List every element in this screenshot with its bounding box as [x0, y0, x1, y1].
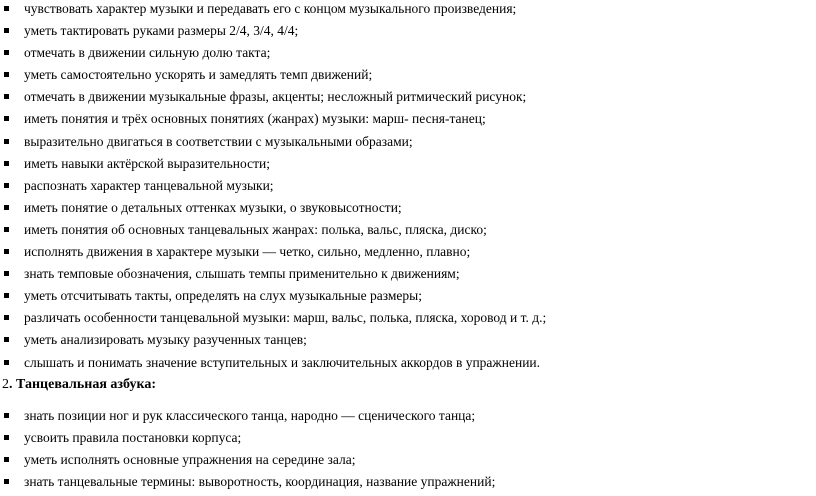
list-item	[0, 175, 816, 197]
square-bullet-icon	[4, 72, 9, 77]
square-bullet-icon	[4, 293, 9, 298]
list-item	[0, 0, 816, 20]
list-item	[0, 329, 816, 351]
list-item-text: уметь отсчитывать такты, определять на слух музыкальные размеры;	[24, 288, 422, 304]
list-item-text: отмечать в движении сильную долю такта;	[24, 45, 271, 61]
square-bullet-icon	[4, 249, 9, 254]
square-bullet-icon	[4, 116, 9, 121]
square-bullet-icon	[4, 227, 9, 232]
section-heading	[2, 374, 156, 396]
list-item	[0, 285, 816, 307]
list-item-text: различать особенности танцевальной музыки: марш, вальс, полька, пляска, хоровод и т. д.;	[24, 310, 547, 326]
square-bullet-icon	[4, 205, 9, 210]
square-bullet-icon	[4, 50, 9, 55]
section-number: 2	[2, 377, 9, 392]
list-item	[0, 20, 816, 42]
list-item-text: иметь понятия об основных танцевальных жанрах: полька, вальс, пляска, диско;	[24, 221, 487, 237]
list-item	[0, 108, 816, 130]
square-bullet-icon	[4, 315, 9, 320]
square-bullet-icon	[4, 360, 9, 365]
list-item-text: уметь исполнять основные упражнения на середине зала;	[24, 452, 356, 468]
list-item	[0, 241, 816, 263]
square-bullet-icon	[4, 271, 9, 276]
list-item-text: усвоить правила постановки корпуса;	[24, 430, 242, 446]
list-item-text: чувствовать характер музыки и передавать его с концом музыкального произведения;	[24, 1, 517, 16]
list-item-text: знать темповые обозначения, слышать темпы применительно к движениям;	[24, 266, 460, 282]
list-item	[0, 153, 816, 175]
square-bullet-icon	[4, 479, 9, 484]
square-bullet-icon	[4, 139, 9, 144]
square-bullet-icon	[4, 413, 9, 418]
square-bullet-icon	[4, 94, 9, 99]
square-bullet-icon	[4, 435, 9, 440]
list-item-text: знать позиции ног и рук классического танца, народно — сценического танца;	[24, 408, 476, 423]
list-item-text: отмечать в движении музыкальные фразы, акценты; несложный ритмический рисунок;	[24, 89, 527, 105]
list-item	[0, 427, 816, 449]
list-item-text: уметь анализировать музыку разученных танцев;	[24, 332, 307, 348]
list-item	[0, 64, 816, 86]
list-item-text: иметь понятие о детальных оттенках музыки, о звуковысотности;	[24, 199, 402, 215]
list-item-text: исполнять движения в характере музыки — четко, сильно, медленно, плавно;	[24, 244, 471, 260]
list-item-text: уметь тактировать руками размеры 2/4, 3/4, 4/4;	[24, 23, 299, 39]
list-item	[0, 263, 816, 285]
list-item-text: распознать характер танцевальной музыки;	[24, 177, 274, 193]
list-item-text: иметь понятия и трёх основных понятиях (жанрах) музыки: марш- песня-танец;	[24, 111, 486, 127]
list-item-text: иметь навыки актёрской выразительности;	[24, 155, 270, 171]
list-item	[0, 197, 816, 219]
list-item	[0, 219, 816, 241]
square-bullet-icon	[4, 457, 9, 462]
square-bullet-icon	[4, 161, 9, 166]
square-bullet-icon	[4, 28, 9, 33]
list-item-text: выразительно двигаться в соответствии с музыкальными образами;	[24, 133, 413, 149]
list-item	[0, 86, 816, 108]
list-item-text: уметь самостоятельно ускорять и замедлять темп движений;	[24, 67, 373, 83]
section-title: . Танцевальная азбука:	[9, 377, 157, 392]
list-item	[0, 471, 816, 493]
list-item	[0, 131, 816, 153]
square-bullet-icon	[4, 337, 9, 342]
list-item-text: слышать и понимать значение вступительных и заключительных аккордов в упражнении.	[24, 354, 541, 370]
list-item	[0, 42, 816, 64]
list-item	[0, 307, 816, 329]
square-bullet-icon	[4, 183, 9, 188]
list-item	[0, 405, 816, 427]
list-item	[0, 449, 816, 471]
square-bullet-icon	[4, 6, 9, 11]
list-item	[0, 352, 816, 374]
list-item-text: знать танцевальные термины: выворотность, координация, название упражнений;	[24, 474, 496, 490]
dance-alphabet-list	[0, 405, 816, 493]
